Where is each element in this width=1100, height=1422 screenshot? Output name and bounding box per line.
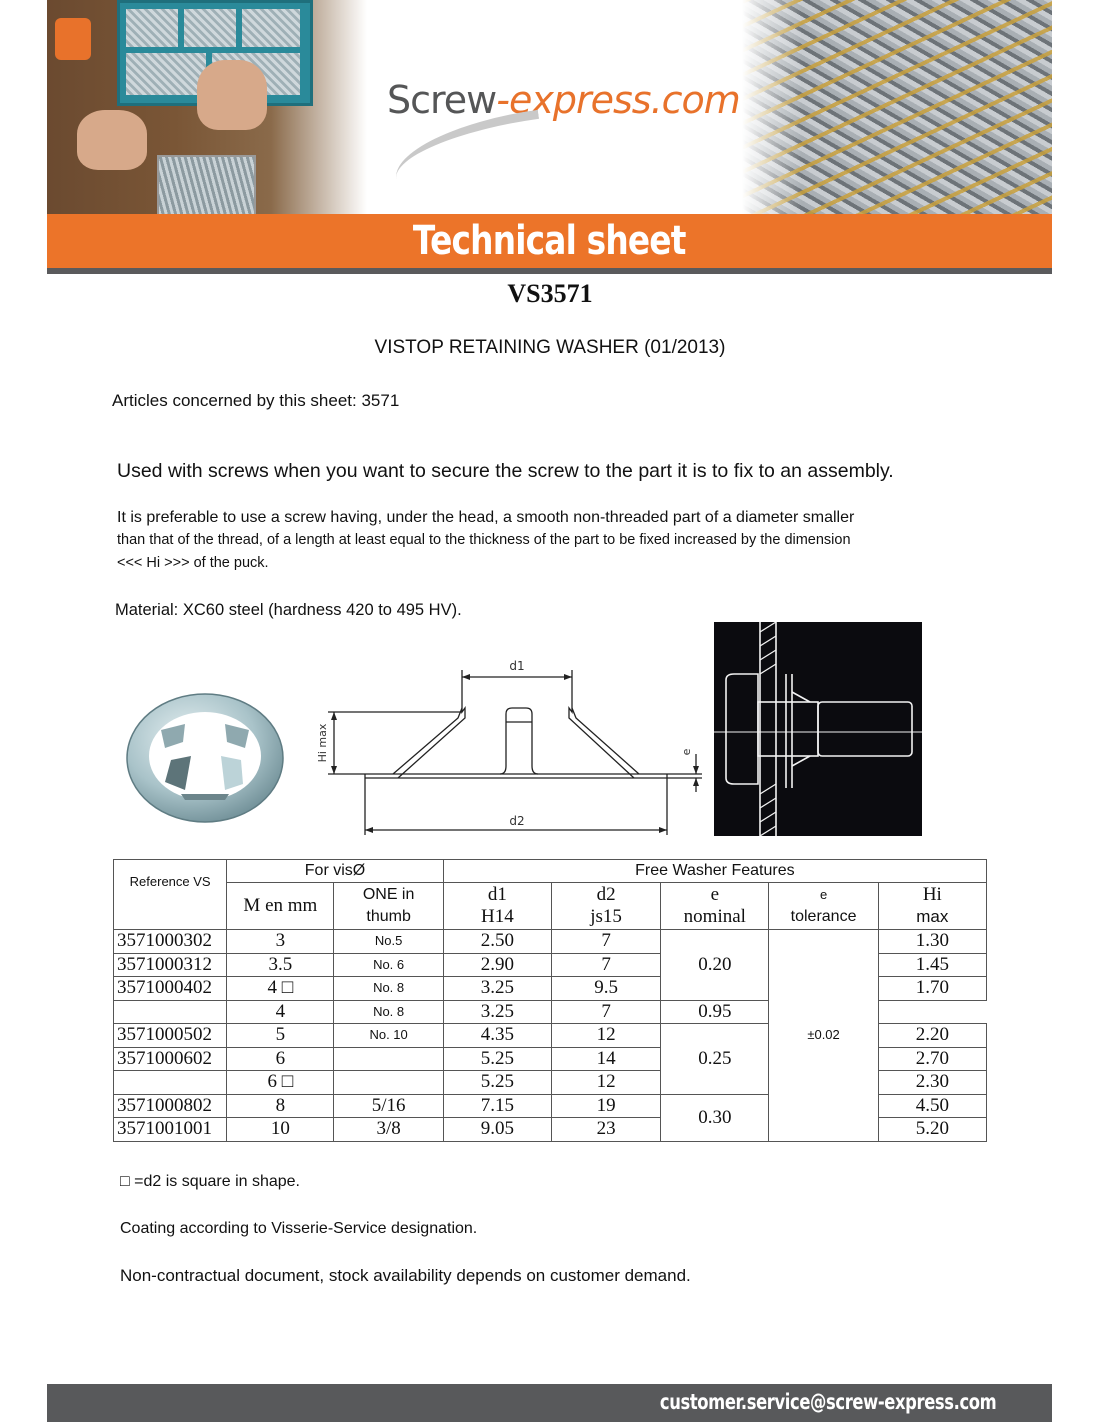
label-hi-max: Hi max [316,723,329,763]
cell-reference: 3571000312 [114,953,227,977]
cell-hi-max: 2.30 [878,1071,986,1095]
cell-m-mm: 8 [227,1094,334,1118]
cell-d2: 19 [551,1094,660,1118]
header-e-nominal: e nominal [661,883,769,930]
cell-d2: 23 [551,1118,660,1142]
cell-reference: 3571000802 [114,1094,227,1118]
cell-d1: 4.35 [443,1024,551,1048]
usage-text: Used with screws when you want to secure the screw to the part it is to fix to an assembly. [117,460,894,482]
cell-m-mm: 6 [227,1047,334,1071]
table-row [114,930,987,954]
cell-m-mm: 4 [227,1000,334,1024]
assembly-drawing [714,622,922,836]
cell-inch [334,1071,443,1095]
product-subtitle: VISTOP RETAINING WASHER (01/2013) [374,337,726,358]
logo-primary: Screw [387,78,497,122]
cell-d1: 3.25 [443,1000,551,1024]
label-e: e [680,748,693,756]
cell-d2: 7 [551,953,660,977]
cell-d2: 12 [551,1071,660,1095]
product-code: VS3571 [507,279,593,308]
label-d2: d2 [509,814,525,828]
cell-hi-max: 0.95 [661,1000,769,1024]
preference-line-2: than that of the thread, of a length at least equal to the thickness of the part to be fixed increased by the dimension [117,532,851,548]
title-band [47,214,1052,268]
cell-d2: 14 [551,1047,660,1071]
header-d1: d1 H14 [443,883,551,930]
header-washer-features: Free Washer Features [443,860,986,883]
cell-reference: 3571000302 [114,930,227,954]
contact-email-link[interactable]: customer.service@screw-express.com [659,1390,996,1414]
cell-hi-max: 1.30 [878,930,986,954]
cell-hi-max: 4.50 [878,1094,986,1118]
square-note: □ =d2 is square in shape. [120,1173,300,1190]
specification-table [113,859,987,1142]
cell-d1: 7.15 [443,1094,551,1118]
workshop-photo [47,0,367,214]
header-banner [47,0,1052,214]
cell-d1: 2.90 [443,953,551,977]
cell-m-mm: 4 □ [227,977,334,1001]
cell-inch: No. 8 [334,977,443,1001]
cell-inch: No. 10 [334,1024,443,1048]
preference-line-3: <<< Hi >>> of the puck. [117,555,269,571]
cell-m-mm: 3 [227,930,334,954]
header-for-screw: For visØ [227,860,443,883]
cell-hi-max: 5.20 [878,1118,986,1142]
coating-note: Coating according to Visserie-Service designation. [120,1220,478,1237]
tape-measure-image [55,18,91,60]
cell-d2: 9.5 [551,977,660,1001]
cell-m-mm: 10 [227,1118,334,1142]
cell-d2: 7 [551,1000,660,1024]
cell-reference [114,1071,227,1095]
header-d2: d2 js15 [551,883,660,930]
cell-hi-max: 1.70 [878,977,986,1001]
header-m-mm: M en mm [227,883,334,930]
cell-inch: 3/8 [334,1118,443,1142]
header-inch: ONE in thumb [334,883,443,930]
cell-hi-max: 2.20 [878,1024,986,1048]
cell-m-mm: 6 □ [227,1071,334,1095]
cell-inch: No. 8 [334,1000,443,1024]
footer-bar [47,1384,1052,1422]
material-text: Material: XC60 steel (hardness 420 to 495 HV). [115,601,462,619]
cell-hi-max: 2.70 [878,1047,986,1071]
cell-d2: 12 [551,1024,660,1048]
cell-reference: 3571001001 [114,1118,227,1142]
cell-e-nominal: 0.30 [661,1094,769,1141]
cell-d1: 5.25 [443,1071,551,1095]
screws-photo [742,0,1052,214]
washer-photo [125,690,285,825]
cell-d1: 3.25 [443,977,551,1001]
cell-d2: 7 [551,930,660,954]
cell-e-nominal: 0.25 [661,1024,769,1095]
preference-text [117,506,967,575]
disclaimer-note: Non-contractual document, stock availability depends on customer demand. [120,1266,691,1285]
site-logo[interactable] [387,78,740,122]
cell-e-tolerance: ±0.02 [769,930,878,1142]
preference-line-1: It is preferable to use a screw having, under the head, a smooth non-threaded part of a diameter smaller [117,509,855,526]
banner-title: Technical sheet [413,218,686,264]
cell-inch: No.5 [334,930,443,954]
articles-line: Articles concerned by this sheet: 3571 [112,391,400,410]
header-hi-max: Hi max [878,883,986,930]
cell-d1: 5.25 [443,1047,551,1071]
washer-technical-drawing [310,650,710,840]
cell-m-mm: 5 [227,1024,334,1048]
cell-reference [114,1000,227,1024]
cell-m-mm: 3.5 [227,953,334,977]
cell-hi-max: 1.45 [878,953,986,977]
label-d1: d1 [509,659,525,673]
cell-inch [334,1047,443,1071]
divider [47,268,1052,274]
cell-reference: 3571000602 [114,1047,227,1071]
cell-reference: 3571000402 [114,977,227,1001]
screw-tray-image [157,155,256,214]
logo-secondary: -express.com [496,78,740,122]
cell-d1: 2.50 [443,930,551,954]
cell-reference: 3571000502 [114,1024,227,1048]
cell-e-nominal: 0.20 [661,930,769,1001]
header-reference: Reference VS [114,860,227,930]
cell-inch: No. 6 [334,953,443,977]
header-e-tolerance: e tolerance [769,883,878,930]
cell-d1: 9.05 [443,1118,551,1142]
cell-inch: 5/16 [334,1094,443,1118]
